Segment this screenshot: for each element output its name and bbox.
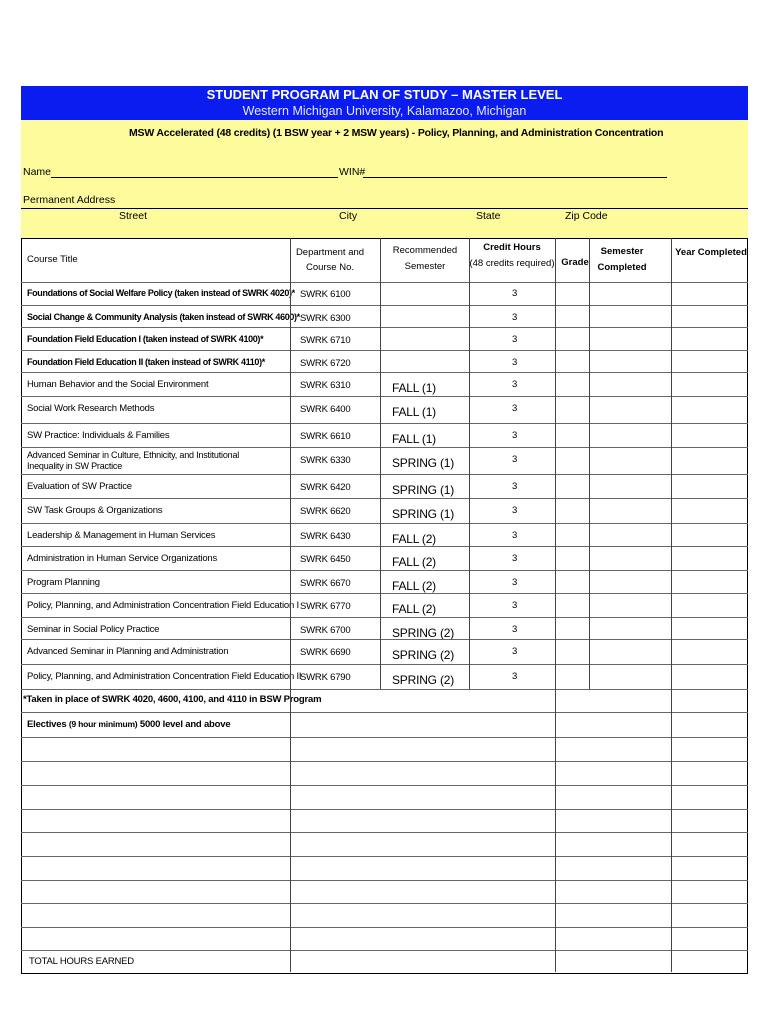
row-divider [21, 927, 748, 928]
col-dept-line1: Department and [295, 247, 365, 258]
course-number: SWRK 6400 [300, 404, 351, 415]
col-credit-line2: (48 credits required) [469, 258, 555, 269]
column-divider [589, 238, 590, 689]
row-divider [21, 474, 748, 475]
credit-hours: 3 [512, 600, 518, 611]
credit-hours: 3 [512, 288, 518, 299]
col-rec-line1: Recommended [392, 245, 458, 256]
recommended-semester: FALL (2) [392, 555, 436, 569]
column-divider [290, 238, 291, 972]
recommended-semester: FALL (2) [392, 602, 436, 616]
row-divider [21, 785, 748, 786]
course-number: SWRK 6620 [300, 506, 351, 517]
concentration-heading: MSW Accelerated (48 credits) (1 BSW year + 2 MSW years) - Policy, Planning, and Administration Concentration [129, 127, 664, 139]
course-number: SWRK 6700 [300, 625, 351, 636]
total-hours-label: TOTAL HOURS EARNED [29, 956, 134, 967]
city-label: City [339, 210, 358, 222]
address-label: Permanent Address [23, 194, 116, 206]
win-field[interactable] [363, 177, 667, 178]
course-title: SW Practice: Individuals & Families [27, 430, 170, 441]
credit-hours: 3 [512, 430, 518, 441]
row-divider [21, 809, 748, 810]
row-divider [21, 639, 748, 640]
credit-hours: 3 [512, 403, 518, 414]
recommended-semester: FALL (2) [392, 579, 436, 593]
course-title: Evaluation of SW Practice [27, 481, 132, 492]
col-credit-line1: Credit Hours [483, 242, 541, 253]
course-title: Foundation Field Education II (taken instead of SWRK 4110)* [27, 357, 265, 367]
col-sem-line2: Completed [597, 262, 647, 273]
row-divider [21, 523, 748, 524]
course-title: SW Task Groups & Organizations [27, 505, 163, 516]
recommended-semester: SPRING (2) [392, 626, 455, 640]
column-divider [380, 238, 381, 689]
electives-level: 5000 level and above [139, 719, 231, 730]
credit-hours: 3 [512, 646, 518, 657]
credit-hours: 3 [512, 671, 518, 682]
student-info-band [21, 120, 748, 238]
recommended-semester: SPRING (1) [392, 456, 455, 470]
col-sem-line1: Semester [600, 246, 644, 257]
course-number: SWRK 6770 [300, 601, 351, 612]
row-divider [21, 664, 748, 665]
row-divider [21, 570, 748, 571]
row-divider [21, 880, 748, 881]
course-number: SWRK 6610 [300, 431, 351, 442]
recommended-semester: FALL (1) [392, 432, 436, 446]
row-divider [21, 712, 748, 713]
row-divider [21, 447, 748, 448]
course-title: Advanced Seminar in Planning and Administration [27, 646, 229, 657]
row-divider [21, 689, 748, 690]
course-number: SWRK 6310 [300, 380, 351, 391]
electives-minimum: (9 hour minimum) [68, 719, 138, 729]
row-divider [21, 617, 748, 618]
row-divider [21, 498, 748, 499]
course-table [21, 238, 748, 974]
recommended-semester: FALL (1) [392, 405, 436, 419]
row-divider [21, 593, 748, 594]
address-field[interactable] [21, 208, 748, 209]
university-subtitle: Western Michigan University, Kalamazoo, Michigan [242, 104, 527, 118]
course-number: SWRK 6790 [300, 672, 351, 683]
name-field[interactable] [51, 177, 338, 178]
course-number: SWRK 6430 [300, 531, 351, 542]
row-divider [21, 372, 748, 373]
course-number: SWRK 6100 [300, 289, 351, 300]
course-title: Human Behavior and the Social Environment [27, 379, 209, 390]
row-divider [21, 282, 748, 283]
course-title: Leadership & Management in Human Services [27, 530, 216, 541]
course-number: SWRK 6300 [300, 313, 351, 324]
course-title: Seminar in Social Policy Practice [27, 624, 160, 635]
row-divider [21, 423, 748, 424]
footnote: *Taken in place of SWRK 4020, 4600, 4100, and 4110 in BSW Program [23, 694, 322, 705]
course-number: SWRK 6670 [300, 578, 351, 589]
credit-hours: 3 [512, 505, 518, 516]
street-label: Street [119, 210, 148, 222]
course-title: Social Work Research Methods [27, 403, 155, 414]
credit-hours: 3 [512, 530, 518, 541]
course-number: SWRK 6690 [300, 647, 351, 658]
page-title: STUDENT PROGRAM PLAN OF STUDY – MASTER LEVEL [206, 87, 563, 102]
column-divider [555, 238, 556, 972]
credit-hours: 3 [512, 334, 518, 345]
recommended-semester: SPRING (1) [392, 507, 455, 521]
course-title: Social Change & Community Analysis (taken instead of SWRK 4600)* [27, 312, 300, 322]
column-divider [671, 238, 672, 972]
state-label: State [476, 210, 501, 222]
col-course-title: Course Title [27, 254, 78, 265]
course-number: SWRK 6420 [300, 482, 351, 493]
row-divider [21, 396, 748, 397]
row-divider [21, 350, 748, 351]
credit-hours: 3 [512, 454, 518, 465]
recommended-semester: FALL (2) [392, 532, 436, 546]
win-label: WIN# [339, 166, 366, 178]
course-title: Foundation Field Education I (taken instead of SWRK 4100)* [27, 334, 264, 344]
row-divider [21, 903, 748, 904]
col-rec-line2: Semester [404, 261, 446, 272]
col-grade: Grade [561, 257, 589, 268]
row-divider [21, 327, 748, 328]
row-divider [21, 950, 748, 951]
row-divider [21, 737, 748, 738]
credit-hours: 3 [512, 577, 518, 588]
row-divider [21, 856, 748, 857]
credit-hours: 3 [512, 357, 518, 368]
row-divider [21, 546, 748, 547]
course-number: SWRK 6330 [300, 455, 351, 466]
recommended-semester: FALL (1) [392, 381, 436, 395]
row-divider [21, 832, 748, 833]
col-dept-line2: Course No. [305, 262, 355, 273]
name-label: Name [23, 166, 52, 178]
course-number: SWRK 6710 [300, 335, 351, 346]
credit-hours: 3 [512, 312, 518, 323]
course-number: SWRK 6450 [300, 554, 351, 565]
credit-hours: 3 [512, 624, 518, 635]
course-title: Policy, Planning, and Administration Concentration Field Education II [27, 671, 302, 682]
credit-hours: 3 [512, 379, 518, 390]
title-band [21, 86, 748, 120]
column-divider [469, 238, 470, 689]
course-title: Program Planning [27, 577, 100, 588]
course-number: SWRK 6720 [300, 358, 351, 369]
recommended-semester: SPRING (2) [392, 648, 455, 662]
course-title: Advanced Seminar in Culture, Ethnicity, and Institutional Inequality in SW Practice [27, 450, 240, 471]
electives-label: Electives [27, 719, 67, 730]
recommended-semester: SPRING (1) [392, 483, 455, 497]
credit-hours: 3 [512, 553, 518, 564]
row-divider [21, 761, 748, 762]
course-title: Foundations of Social Welfare Policy (taken instead of SWRK 4020)* [27, 288, 295, 298]
credit-hours: 3 [512, 481, 518, 492]
col-year-completed: Year Completed [675, 247, 747, 258]
course-title: Policy, Planning, and Administration Concentration Field Education I [27, 600, 299, 611]
zip-label: Zip Code [565, 210, 608, 222]
electives-heading [27, 719, 230, 730]
recommended-semester: SPRING (2) [392, 673, 455, 687]
course-title: Administration in Human Service Organizations [27, 553, 218, 564]
row-divider [21, 305, 748, 306]
